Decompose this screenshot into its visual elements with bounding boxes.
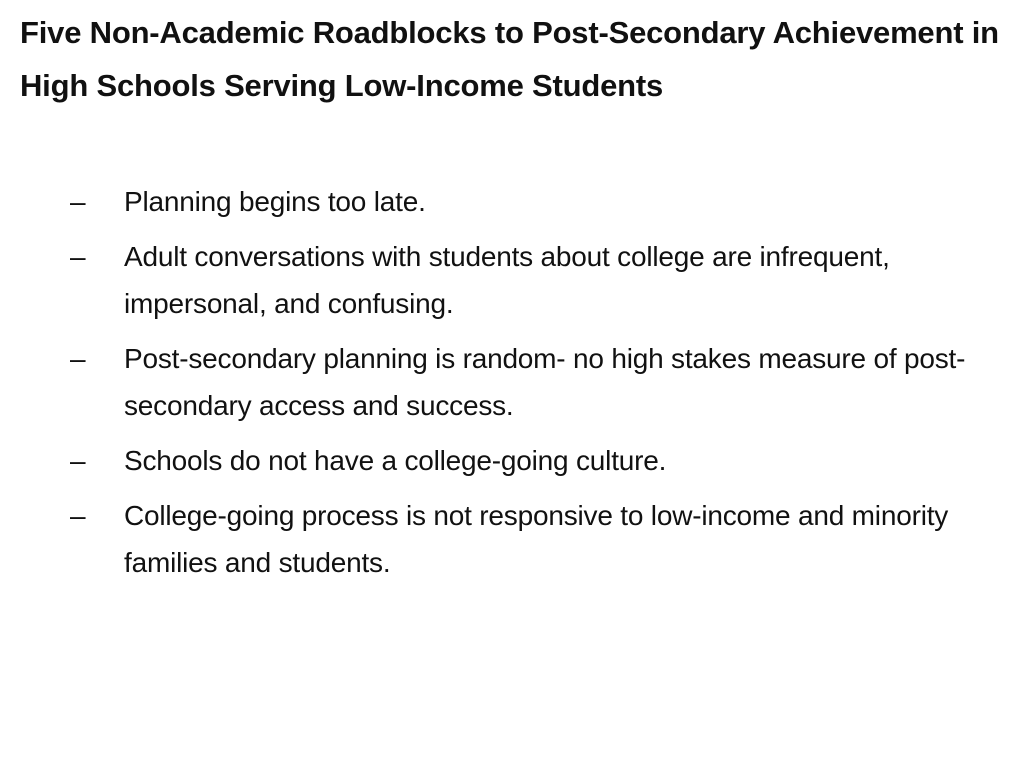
bullet-text: Adult conversations with students about college are infrequent, impersonal, and confusing. — [124, 241, 890, 319]
dash-bullet-icon: – — [70, 343, 86, 374]
dash-bullet-icon: – — [70, 500, 86, 531]
bullet-list — [70, 178, 1010, 594]
dash-bullet-icon: – — [70, 445, 86, 476]
bullet-item — [70, 233, 1010, 327]
bullet-item — [70, 492, 1010, 586]
bullet-text: Schools do not have a college-going culture. — [124, 445, 667, 476]
slide-title: Five Non-Academic Roadblocks to Post-Secondary Achievement in High Schools Serving Low-Income Students — [20, 15, 999, 103]
bullet-item — [70, 178, 1010, 225]
bullet-text: College-going process is not responsive to low-income and minority families and students. — [124, 500, 949, 578]
bullet-text: Planning begins too late. — [124, 186, 426, 217]
dash-bullet-icon: – — [70, 241, 86, 272]
bullet-item — [70, 335, 1010, 429]
bullet-item — [70, 437, 1010, 484]
dash-bullet-icon: – — [70, 186, 86, 217]
bullet-text: Post-secondary planning is random- no high stakes measure of post-secondary access and success. — [124, 343, 966, 421]
